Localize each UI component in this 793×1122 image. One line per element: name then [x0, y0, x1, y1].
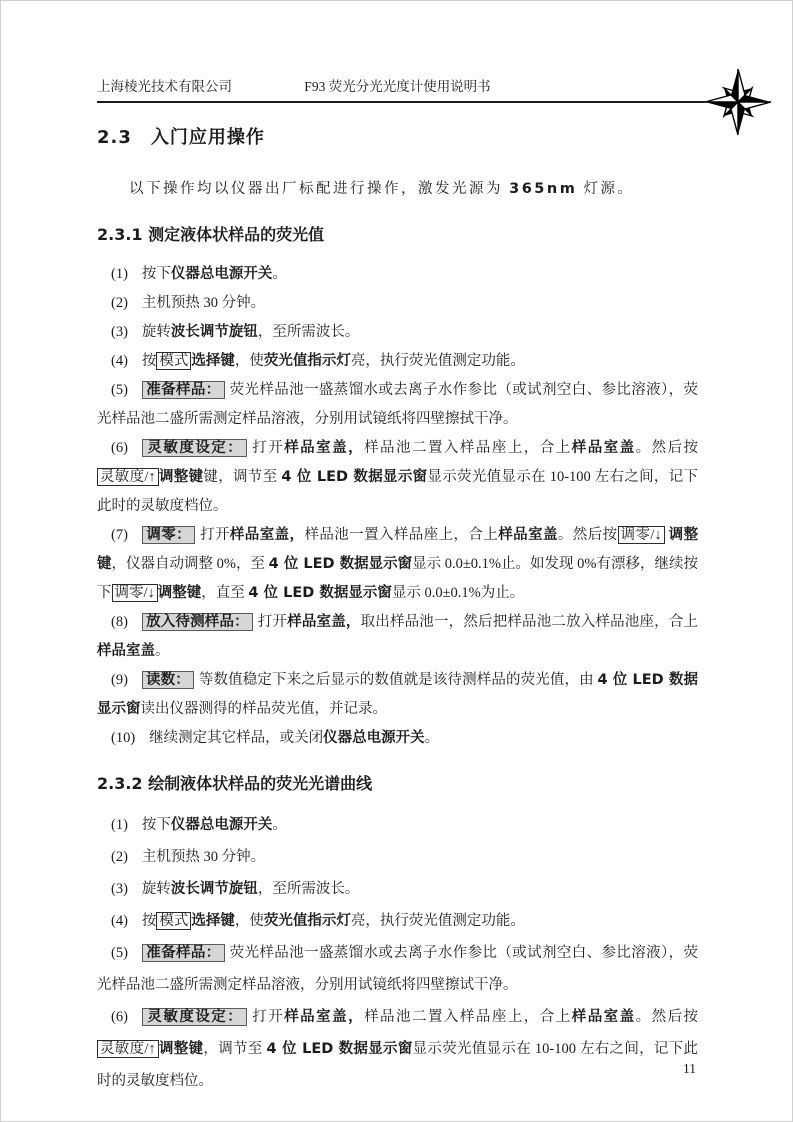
text-run: 选择键 — [191, 913, 235, 929]
text-run: ，至所需波长。 — [257, 881, 360, 897]
text-run: 样品池二置入样品座上，合上 — [364, 440, 572, 456]
item-number: (4) — [111, 913, 128, 929]
key-cap: 灵敏度/↑ — [97, 1040, 159, 1058]
document-body — [97, 119, 698, 1097]
text-run: 4 位 LED 数据显示窗 — [266, 1041, 413, 1057]
key-cap: 调零/↓ — [112, 584, 158, 602]
item-number: (3) — [111, 881, 128, 897]
item-number: (8) — [111, 614, 128, 630]
text-run: 样品室盖 — [498, 527, 558, 543]
text-run: 显示荧光值显示在 10-100 左右之间，记下此时的灵敏度档位。 — [97, 469, 699, 514]
list-item — [97, 347, 698, 376]
text-run: 。 — [272, 817, 287, 833]
key-cap: 灵敏度/↑ — [97, 468, 159, 486]
list-item — [97, 289, 698, 318]
text-run: 样品室盖 — [97, 643, 155, 659]
item-number: (1) — [111, 817, 128, 833]
text-run: 亮，执行荧光值测定功能。 — [350, 913, 525, 929]
text-run: 4 位 LED 数据显示窗 — [97, 672, 699, 717]
text-run: 仪器总电源开关 — [170, 266, 273, 282]
text-run: 4 位 LED 数据显示窗 — [268, 556, 413, 572]
step-label: 放入待测样品： — [142, 613, 253, 631]
text-run: ，仪器自动调整 0%，至 — [111, 556, 269, 572]
text-run: 按 — [141, 913, 157, 929]
text-run: 打开 — [252, 440, 285, 456]
list-item — [97, 905, 698, 937]
text-run: 365nm — [509, 181, 578, 197]
item-number: (6) — [111, 1009, 128, 1025]
list-item — [97, 318, 698, 347]
list-item — [97, 608, 698, 666]
section-heading: 2.3.1 测定液体状样品的荧光值 — [97, 225, 325, 244]
item-number: (2) — [111, 849, 128, 865]
list-item — [97, 809, 698, 841]
text-run: ，使 — [234, 353, 264, 369]
text-run: 荧光值指示灯 — [263, 353, 351, 369]
document-title: F93 荧光分光光度计使用说明书 — [304, 79, 491, 94]
step-label: 调零： — [142, 526, 195, 544]
text-run: 调整键 — [97, 527, 699, 572]
text-run: 键，调节至 — [203, 469, 282, 485]
text-run: 样品室盖 — [571, 440, 636, 456]
list-item — [97, 260, 698, 289]
text-run: 荧光样品池一盛蒸馏水或去离子水作参比（或试剂空白、参比溶液），荧光样品池二盛所需测定样品溶液，分别用试镜纸将四壁擦拭干净。 — [97, 382, 699, 427]
item-number: (9) — [111, 672, 128, 688]
step-label: 准备样品： — [142, 944, 225, 962]
text-run: 样品池一置入样品座上，合上 — [304, 527, 499, 543]
text-run: 波长调节旋钮 — [170, 324, 258, 340]
item-number: (7) — [111, 527, 128, 543]
compass-rose-icon — [703, 67, 773, 137]
text-run: 荧光值指示灯 — [263, 913, 351, 929]
item-number: (3) — [111, 324, 128, 340]
text-run: 取出样品池一，然后把样品池二放入样品池座，合上 — [360, 614, 699, 630]
text-run: 按下 — [141, 817, 171, 833]
text-run: ，调节至 — [203, 1041, 267, 1057]
text-run: ，直至 — [201, 585, 249, 601]
text-run: 。然后按 — [635, 1009, 699, 1025]
text-run: 选择键 — [191, 353, 235, 369]
list-item — [97, 666, 698, 724]
text-run: 4 位 LED 数据显示窗 — [281, 469, 428, 485]
text-run: 旋转 — [141, 881, 171, 897]
text-run: 仪器总电源开关 — [170, 817, 273, 833]
text-run: 4 位 LED 数据显示窗 — [248, 585, 392, 601]
text-run: 调整键 — [157, 585, 202, 601]
step-label: 准备样品： — [142, 381, 225, 399]
item-number: (6) — [111, 440, 128, 456]
text-run: 打开 — [252, 1009, 285, 1025]
text-run: 荧光样品池一盛蒸馏水或去离子水作参比（或试剂空白、参比溶液），荧光样品池二盛所需测定样品溶液，分别用试镜纸将四壁擦试干净。 — [97, 945, 699, 993]
text-run: 样品室盖， — [287, 614, 361, 630]
text-run: 仪器总电源开关 — [323, 730, 425, 746]
item-number: (1) — [111, 266, 128, 282]
step-label: 灵敏度设定： — [142, 439, 247, 457]
item-number: (4) — [111, 353, 128, 369]
text-run: 调整键 — [158, 469, 204, 485]
text-run: 样品室盖 — [571, 1009, 636, 1025]
text-run: 。 — [272, 266, 287, 282]
key-cap: 模式 — [156, 352, 191, 370]
text-run: 按下 — [141, 266, 171, 282]
text-run: 调整键 — [158, 1041, 204, 1057]
text-run: 。 — [155, 643, 170, 659]
text-run: 显示荧光值显示在 10-100 左右之间，记下此时的灵敏度档位。 — [97, 1041, 699, 1089]
company-name: 上海棱光技术有限公司 — [97, 79, 232, 94]
text-run: 读出仪器测得的样品荧光值，并记录。 — [140, 701, 387, 717]
text-run: 等数值稳定下来之后显示的数值就是该待测样品的荧光值，由 — [198, 672, 598, 688]
item-number: (10) — [111, 730, 136, 746]
header-rule — [97, 101, 705, 103]
section-heading: 2.3.2 绘制液体状样品的荧光光谱曲线 — [97, 774, 373, 793]
text-run: ，至所需波长。 — [257, 324, 360, 340]
list-item — [97, 841, 698, 873]
text-run: 样品室盖， — [284, 440, 365, 456]
list-item — [97, 724, 698, 753]
text-run: 样品池二置入样品座上，合上 — [364, 1009, 572, 1025]
text-run: 打开 — [257, 614, 288, 630]
text-run: 按 — [141, 353, 157, 369]
text-run: 旋转 — [141, 324, 171, 340]
text-run: ，使 — [234, 913, 264, 929]
text-run: 灯源。 — [577, 181, 635, 197]
list-item — [97, 434, 698, 521]
text-run: 主机预热 30 分钟。 — [141, 295, 266, 311]
list-item — [97, 376, 698, 434]
list-item — [97, 1001, 698, 1097]
item-number: (5) — [111, 945, 128, 961]
text-run: 显示 0.0±0.1%为止。 — [391, 585, 525, 601]
text-run: 波长调节旋钮 — [170, 881, 258, 897]
key-cap: 模式 — [156, 912, 191, 930]
paragraph — [97, 174, 698, 204]
text-run: 。然后按 — [635, 440, 699, 456]
list-item — [97, 873, 698, 905]
step-label: 读数： — [142, 671, 194, 689]
text-run: 样品室盖， — [229, 527, 305, 543]
list-item — [97, 521, 698, 608]
list-item — [97, 937, 698, 1001]
step-label: 灵敏度设定： — [142, 1008, 247, 1026]
key-cap: 调零/↓ — [618, 526, 665, 544]
text-run: 显示 0.0±0.1%止。如发现 0%有漂移，继续按下 — [97, 556, 699, 601]
text-run: 打开 — [200, 527, 230, 543]
section-heading: 2.3 入门应用操作 — [97, 127, 265, 148]
page-header — [97, 75, 698, 95]
item-number: (2) — [111, 295, 128, 311]
item-number: (5) — [111, 382, 128, 398]
text-run: 继续测定其它样品，或关闭 — [149, 730, 324, 746]
text-run: 以下操作均以仪器出厂标配进行操作，激发光源为 — [129, 181, 510, 197]
text-run: 样品室盖， — [284, 1009, 365, 1025]
text-run: 亮，执行荧光值测定功能。 — [350, 353, 525, 369]
text-run: 主机预热 30 分钟。 — [141, 849, 266, 865]
page-number: 11 — [683, 1061, 696, 1076]
text-run: 。 — [424, 730, 440, 746]
text-run: 。然后按 — [557, 527, 618, 543]
